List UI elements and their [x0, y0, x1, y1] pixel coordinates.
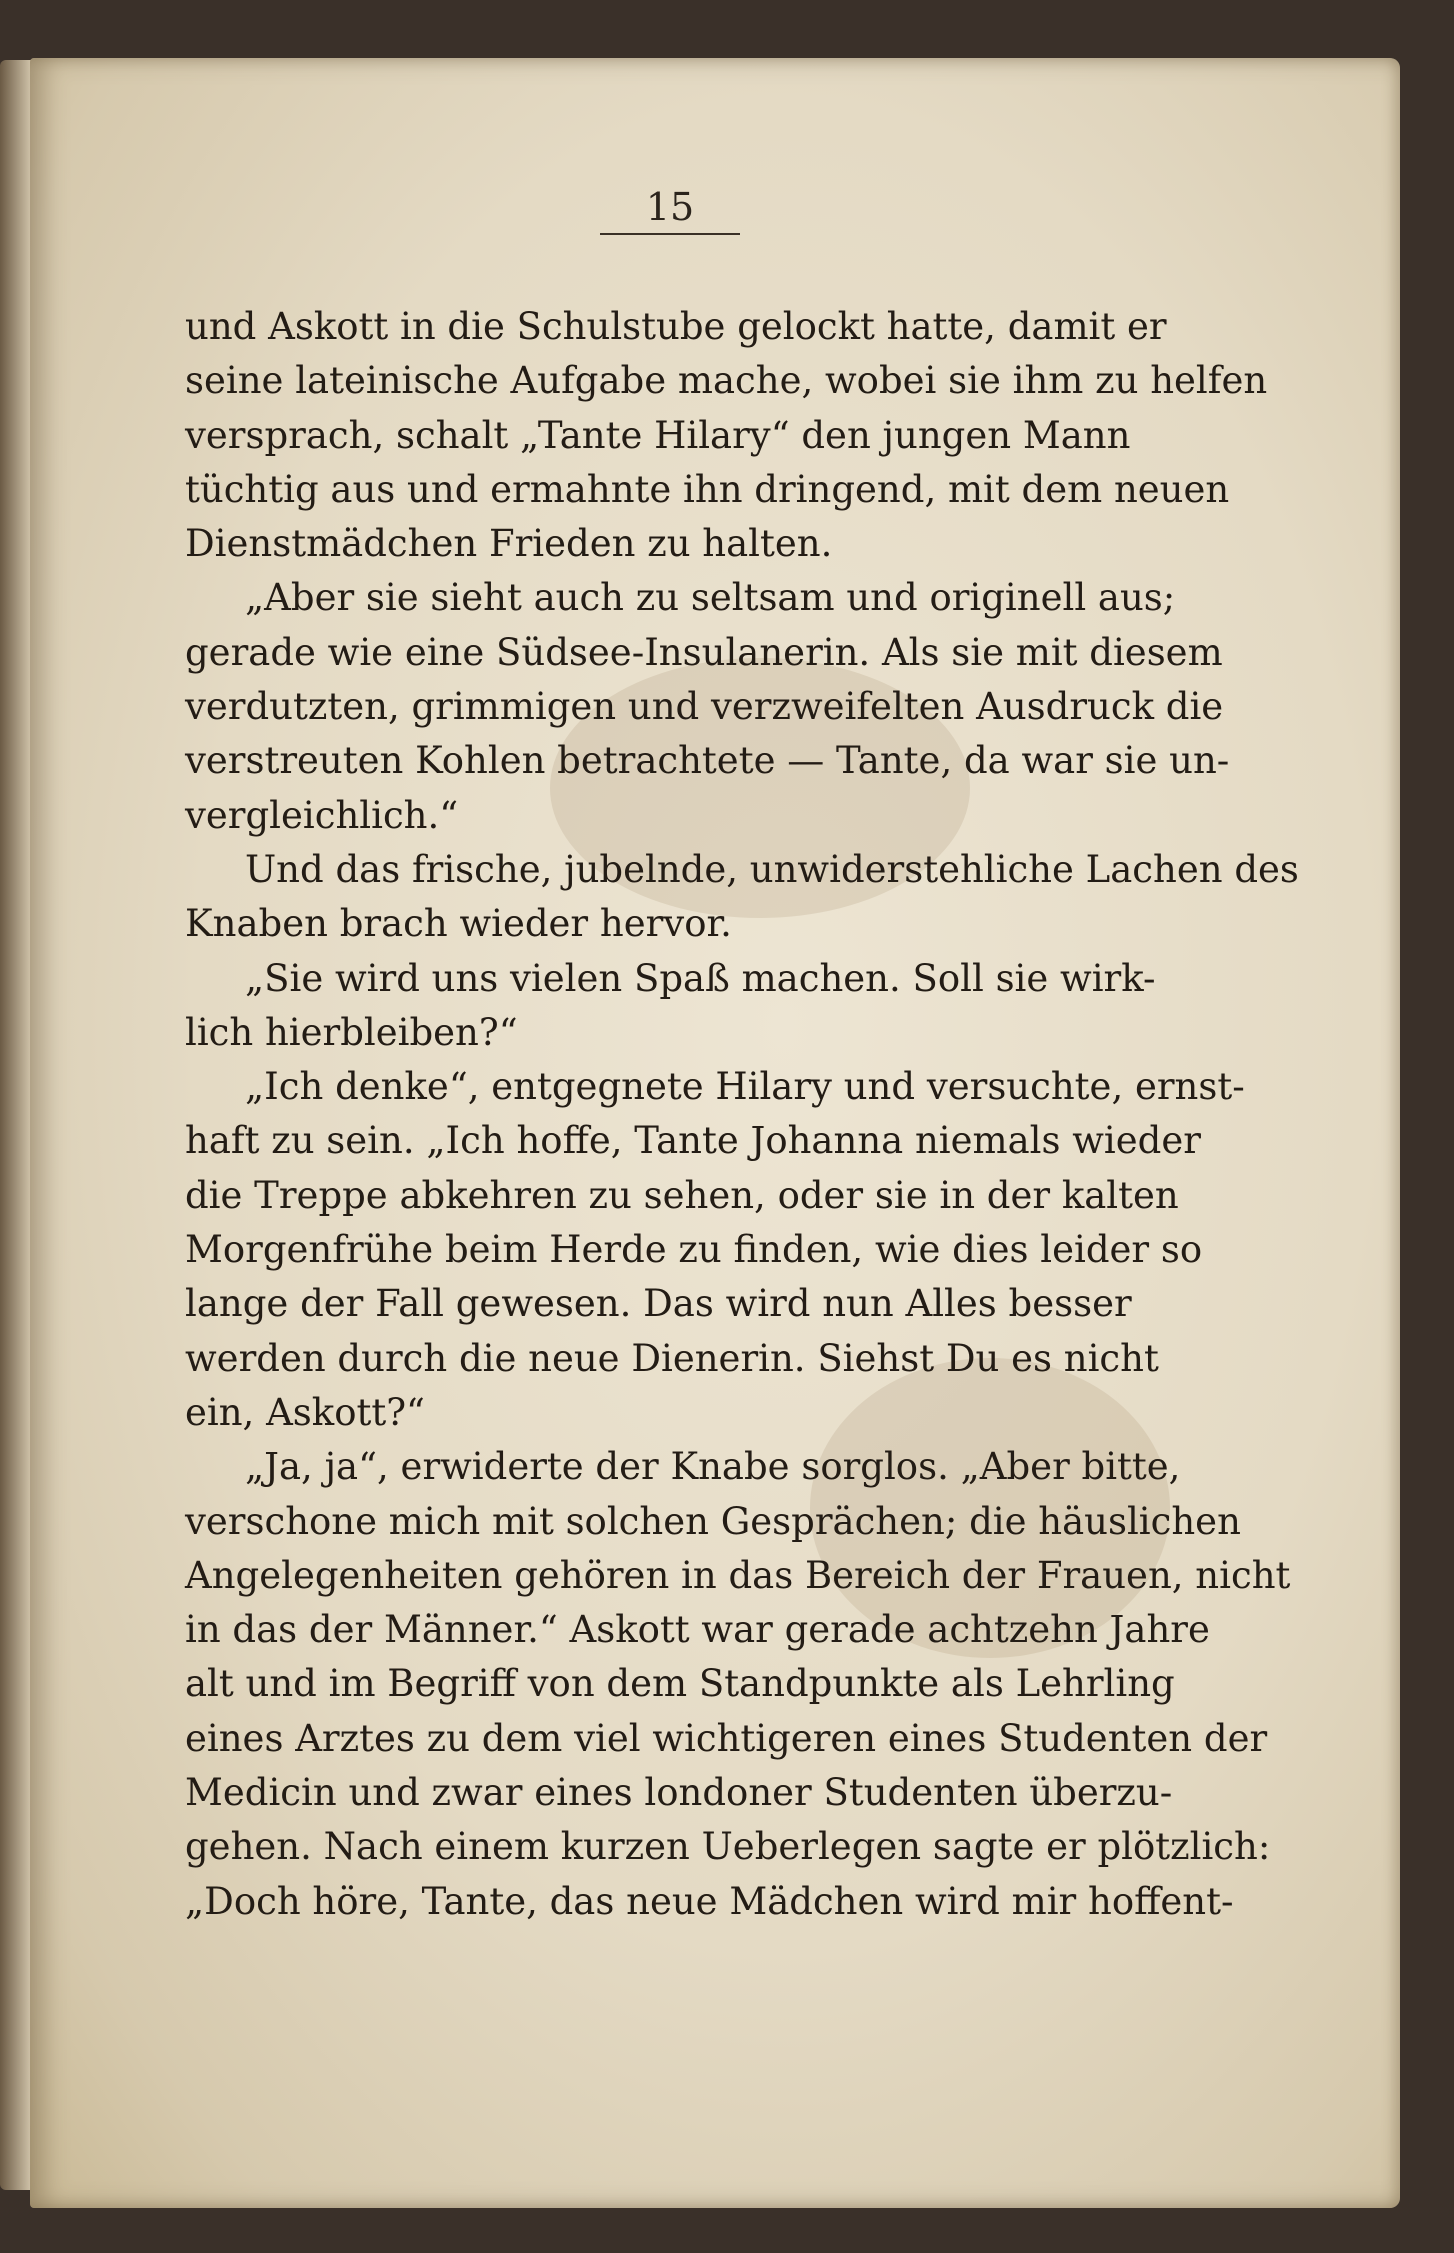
text-line: „Ja, ja“, erwiderte der Knabe sorglos. „Aber bitte,: [245, 1445, 1181, 1489]
text-line: und Askott in die Schulstube gelockt hatte, damit er: [185, 305, 1167, 348]
page-number: 15: [645, 185, 695, 229]
text-line: verschone mich mit solchen Gesprächen; die häuslichen: [185, 1499, 1241, 1543]
text-line: „Sie wird uns vielen Spaß machen. Soll sie wirk-: [245, 956, 1156, 1000]
text-line: Und das frische, jubelnde, unwiderstehliche Lachen des: [245, 847, 1299, 891]
text-line: Dienstmädchen Frieden zu halten.: [185, 522, 833, 566]
text-line: gerade wie eine Südsee-Insulanerin. Als sie mit diesem: [185, 630, 1223, 674]
text-line: werden durch die neue Dienerin. Siehst Du es nicht: [185, 1336, 1159, 1380]
text-line: verstreuten Kohlen betrachtete — Tante, da war sie un-: [185, 739, 1230, 783]
text-line: Knaben brach wieder hervor.: [185, 902, 732, 946]
text-line: „Doch höre, Tante, das neue Mädchen wird mir hoffent-: [185, 1879, 1234, 1923]
text-line: tüchtig aus und ermahnte ihn dringend, mit dem neuen: [185, 467, 1230, 511]
text-line: alt und im Begriff von dem Standpunkte als Lehrling: [185, 1662, 1175, 1706]
body-text: [185, 300, 1299, 1929]
text-line: gehen. Nach einem kurzen Ueberlegen sagte er plötzlich:: [185, 1825, 1271, 1869]
text-line: versprach, schalt „Tante Hilary“ den jungen Mann: [185, 413, 1131, 457]
text-line: Morgenfrühe beim Herde zu finden, wie dies leider so: [185, 1228, 1203, 1272]
text-line: „Aber sie sieht auch zu seltsam und originell aus;: [245, 576, 1176, 620]
text-line: Medicin und zwar eines londoner Studenten überzu-: [185, 1771, 1173, 1815]
text-line: vergleichlich.“: [185, 793, 459, 837]
text-line: lich hierbleiben?“: [185, 1010, 518, 1054]
text-line: verdutzten, grimmigen und verzweifelten Ausdruck die: [185, 685, 1224, 729]
text-line: eines Arztes zu dem viel wichtigeren eines Studenten der: [185, 1716, 1268, 1760]
text-line: Angelegenheiten gehören in das Bereich der Frauen, nicht: [185, 1553, 1291, 1597]
text-line: in das der Männer.“ Askott war gerade achtzehn Jahre: [185, 1608, 1210, 1652]
text-line: lange der Fall gewesen. Das wird nun Alles besser: [185, 1282, 1132, 1326]
text-line: die Treppe abkehren zu sehen, oder sie in der kalten: [185, 1173, 1179, 1217]
text-line: seine lateinische Aufgabe mache, wobei sie ihm zu helfen: [185, 359, 1268, 403]
page-number-rule: [600, 233, 740, 235]
text-line: „Ich denke“, entgegnete Hilary und versuchte, ernst-: [245, 1065, 1245, 1109]
text-line: haft zu sein. „Ich hoffe, Tante Johanna niemals wieder: [185, 1119, 1201, 1163]
text-line: ein, Askott?“: [185, 1390, 425, 1434]
